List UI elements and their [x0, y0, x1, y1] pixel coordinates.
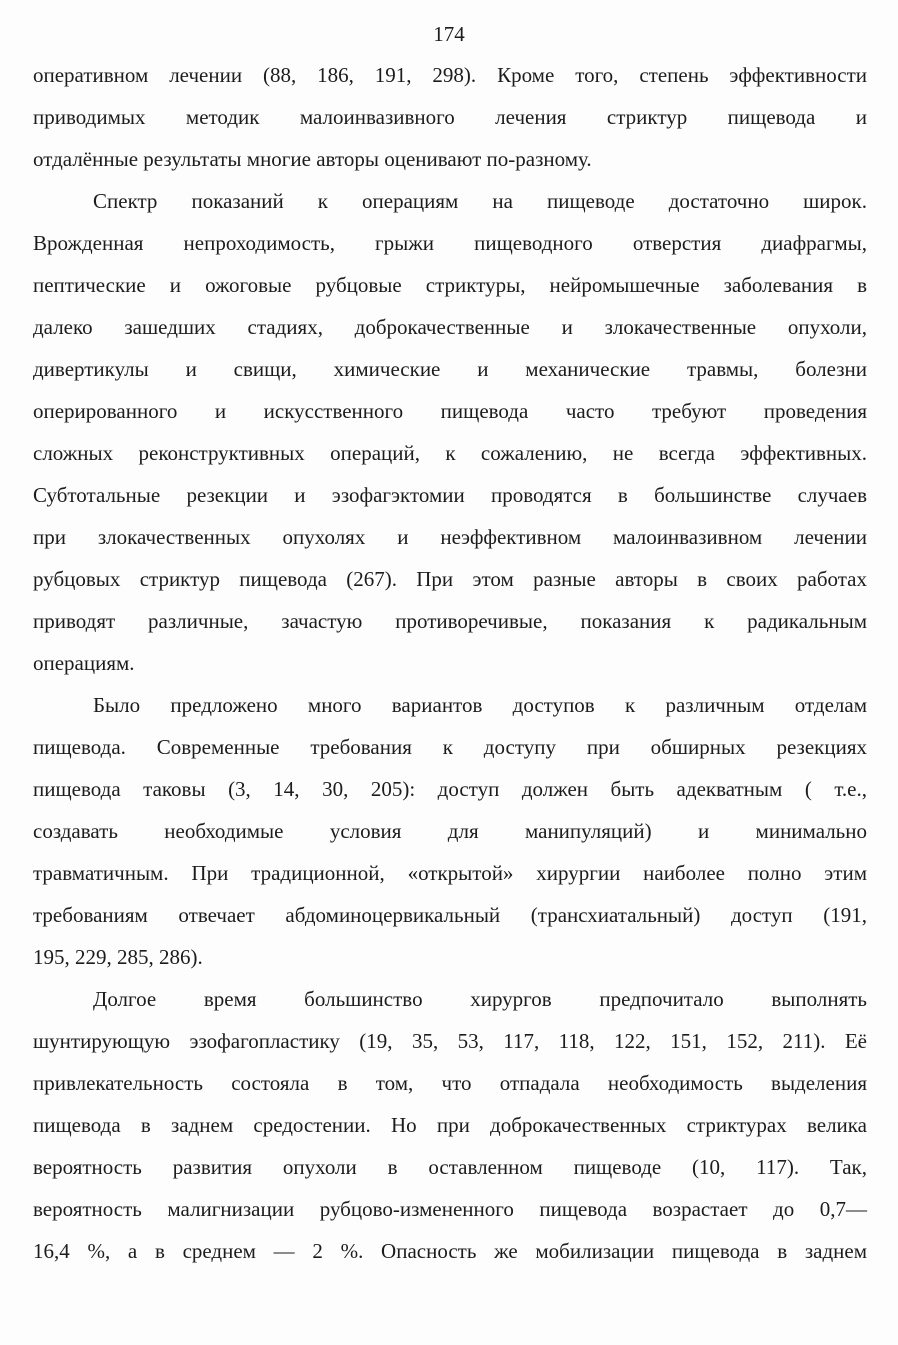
- text-line: травматичным. При традиционной, «открытой» хирургии наиболее полно этим: [33, 861, 867, 885]
- text-line: пищевода в заднем средостении. Но при доброкачественных стриктурах велика: [33, 1113, 867, 1137]
- text-line: 16,4 %, а в среднем — 2 %. Опасность же мобилизации пищевода в заднем: [33, 1239, 867, 1263]
- text-line: отдалённые результаты многие авторы оценивают по-разному.: [33, 147, 592, 171]
- text-line: далеко зашедших стадиях, доброкачественные и злокачественные опухоли,: [33, 315, 867, 339]
- text-line: дивертикулы и свищи, химические и механические травмы, болезни: [33, 357, 867, 381]
- paragraph: [33, 180, 867, 684]
- text-line: шунтирующую эзофагопластику (19, 35, 53, 117, 118, 122, 151, 152, 211). Её: [33, 1029, 867, 1053]
- text-line: оперированного и искусственного пищевода часто требуют проведения: [33, 399, 867, 423]
- text-line: пищевода таковы (3, 14, 30, 205): доступ должен быть адекватным ( т.е.,: [33, 777, 867, 801]
- text-line: Врожденная непроходимость, грыжи пищеводного отверстия диафрагмы,: [33, 231, 867, 255]
- text-line: пептические и ожоговые рубцовые стриктуры, нейромышечные заболевания в: [33, 273, 867, 297]
- text-line: создавать необходимые условия для манипуляций) и минимально: [33, 819, 867, 843]
- page-number: 174: [433, 22, 465, 46]
- text-line: оперативном лечении (88, 186, 191, 298). Кроме того, степень эффективности: [33, 63, 867, 87]
- text-line: Было предложено много вариантов доступов к различным отделам: [93, 693, 867, 717]
- text-line: Спектр показаний к операциям на пищеводе достаточно широк.: [93, 189, 867, 213]
- text-line: при злокачественных опухолях и неэффективном малоинвазивном лечении: [33, 525, 867, 549]
- text-line: сложных реконструктивных операций, к сожалению, не всегда эффективных.: [33, 441, 867, 465]
- text-line: требованиям отвечает абдоминоцервикальный (трансхиатальный) доступ (191,: [33, 903, 867, 927]
- text-line: пищевода. Современные требования к доступу при обширных резекциях: [33, 735, 867, 759]
- text-line: привлекательность состояла в том, что отпадала необходимость выделения: [33, 1071, 867, 1095]
- paragraph: [33, 978, 867, 1272]
- text-line: вероятность малигнизации рубцово-измененного пищевода возрастает до 0,7—: [33, 1197, 867, 1221]
- text-line: Долгое время большинство хирургов предпочитало выполнять: [93, 987, 867, 1011]
- text-line: операциям.: [33, 651, 135, 675]
- text-line: приводят различные, зачастую противоречивые, показания к радикальным: [33, 609, 867, 633]
- text-line: Субтотальные резекции и эзофагэктомии проводятся в большинстве случаев: [33, 483, 867, 507]
- text-line: рубцовых стриктур пищевода (267). При этом разные авторы в своих работах: [33, 567, 867, 591]
- body-text: [33, 54, 867, 1272]
- paragraph: [33, 684, 867, 978]
- paragraph: [33, 54, 867, 180]
- text-line: 195, 229, 285, 286).: [33, 945, 203, 969]
- text-line: приводимых методик малоинвазивного лечения стриктур пищевода и: [33, 105, 867, 129]
- text-line: вероятность развития опухоли в оставленном пищеводе (10, 117). Так,: [33, 1155, 867, 1179]
